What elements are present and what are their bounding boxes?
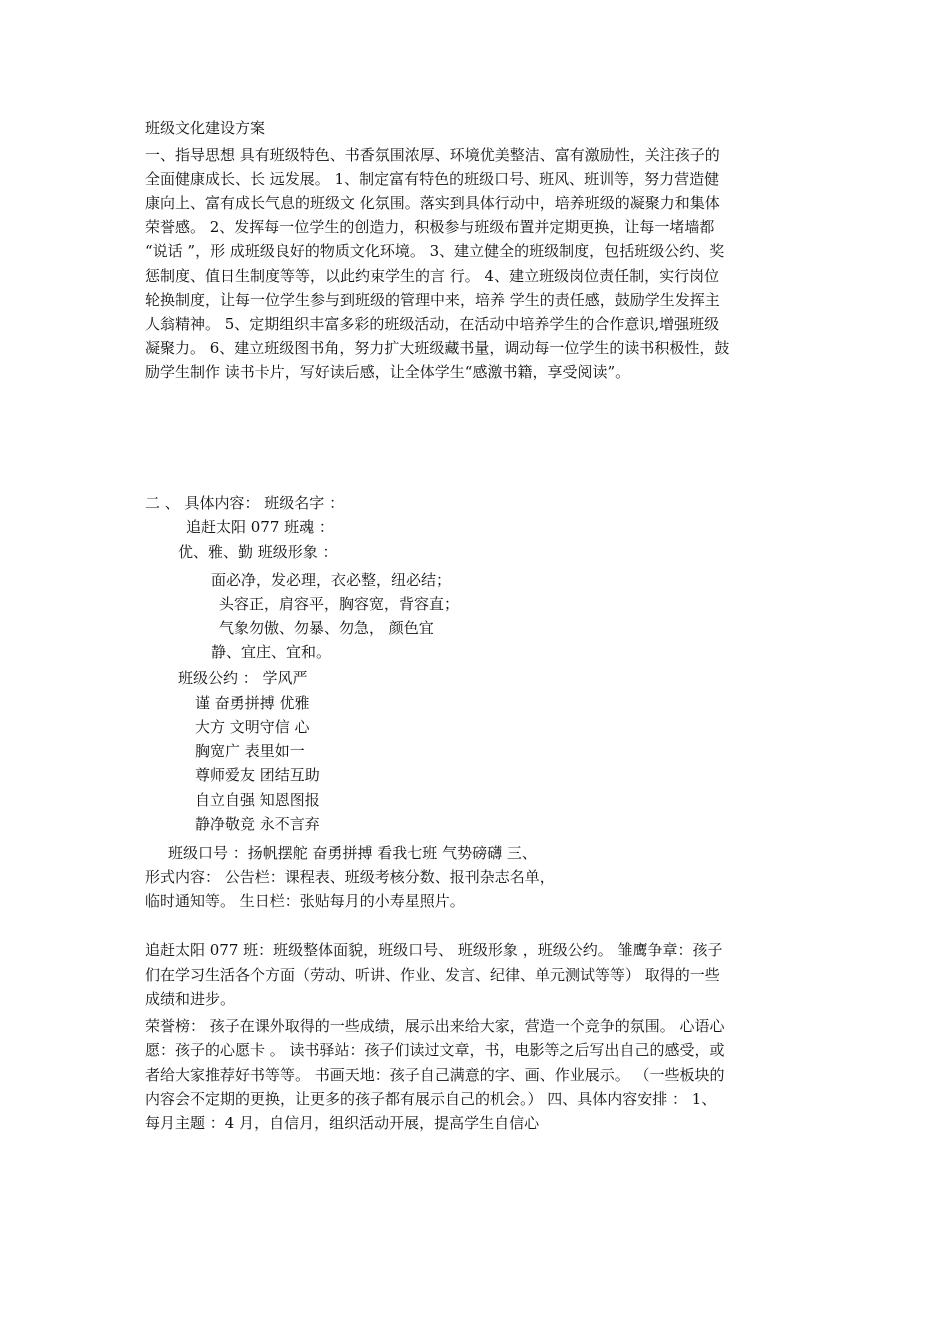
section-line: 静、宜庄、宜和。 (211, 643, 332, 661)
section-line: 优、雅、勤 班级形象 ： (178, 543, 338, 561)
section-line: 气象勿傲、勿暴、勿急， 颜色宜 (219, 619, 434, 637)
paragraph-line: 轮换制度，让每一位学生参与到班级的管理中来，培养 学生的责任感，鼓励学生发挥主 (145, 291, 720, 309)
paragraph-line: 每月主题 ：4 月，自信月，组织活动开展，提高学生自信心 (145, 1114, 540, 1132)
section-line: 大方 文明守信 心 (195, 718, 310, 736)
section-line: 静净敬竞 永不言弃 (195, 815, 320, 833)
paragraph-line: 励学生制作 读书卡片，写好读后感，让全体学生“感激书籍，享受阅读”。 (145, 363, 631, 381)
paragraph-line: 惩制度、值日生制度等等，以此约束学生的言 行。 4、建立班级岗位责任制，实行岗位 (145, 267, 720, 285)
paragraph-line: 们在学习生活各个方面（劳动、听讲、作业、发言、纪律、单元测试等等） 取得的一些 (145, 966, 720, 984)
section-line: 胸宽广 表里如一 (195, 742, 305, 760)
section-line: 尊师爱友 团结互助 (195, 766, 320, 784)
paragraph-line: 一、指导思想 具有班级特色、书香氛围浓厚、环境优美整洁、富有激励性，关注孩子的 (145, 146, 720, 164)
paragraph-line: 人翁精神。 5、定期组织丰富多彩的班级活动，在活动中培养学生的合作意识,增强班级 (145, 315, 720, 333)
paragraph-line: 荣誉榜： 孩子在课外取得的一些成绩，展示出来给大家，营造一个竞争的氛围。 心语心 (145, 1017, 725, 1035)
section-line: 形式内容： 公告栏：课程表、班级考核分数、报刊杂志名单， (145, 868, 555, 886)
section-line: 临时通知等。 生日栏：张贴每月的小寿星照片。 (145, 892, 465, 910)
paragraph-line: “说话 ”，形 成班级良好的物质文化环境。 3、建立健全的班级制度，包括班级公约、奖 (145, 242, 725, 260)
section-line: 班级口号 ：扬帆摆舵 奋勇拼搏 看我七班 气势磅礴 三、 (168, 844, 537, 862)
paragraph-line: 内容会不定期的更换，让更多的孩子都有展示自己的机会。） 四、具体内容安排 ： 1、 (145, 1090, 717, 1108)
paragraph-line: 成绩和进步。 (145, 990, 236, 1008)
paragraph-line: 康向上、富有成长气息的班级文 化氛围。落实到具体行动中，培养班级的凝聚力和集体 (145, 194, 720, 212)
section-line: 自立自强 知恩图报 (195, 791, 320, 809)
section-line: 追赶太阳 077 班魂 ： (186, 518, 334, 536)
paragraph-line: 追赶太阳 077 班：班级整体面貌，班级口号、 班级形象 ，班级公约。 雏鹰争章：孩子 (145, 941, 723, 959)
section-line: 面必净，发必理，衣必整，纽必结； (211, 571, 452, 589)
section-line: 头容正，肩容平，胸容宽，背容直； (219, 595, 460, 613)
section-line: 班级公约 ： 学风严 (178, 669, 308, 687)
paragraph-line: 荣誉感。 2、发挥每一位学生的创造力，积极参与班级布置并定期更换，让每一堵墙都 (145, 218, 715, 236)
paragraph-line: 凝聚力。 6、建立班级图书角，努力扩大班级藏书量，调动每一位学生的读书积极性，鼓 (145, 339, 730, 357)
section-line: 二 、 具体内容： 班级名字 ： (145, 494, 345, 512)
paragraph-line: 全面健康成长、长 远发展。 1、制定富有特色的班级口号、班风、班训等，努力营造健 (145, 170, 720, 188)
document-title: 班级文化建设方案 (145, 119, 266, 137)
paragraph-line: 愿：孩子的心愿卡 。 读书驿站：孩子们读过文章，书，电影等之后写出自己的感受，或 (145, 1041, 725, 1059)
section-line: 谨 奋勇拼搏 优雅 (195, 694, 310, 712)
paragraph-line: 者给大家推荐好书等等。 书画天地：孩子自己满意的字、画、作业展示。 （一些板块的 (145, 1066, 725, 1084)
